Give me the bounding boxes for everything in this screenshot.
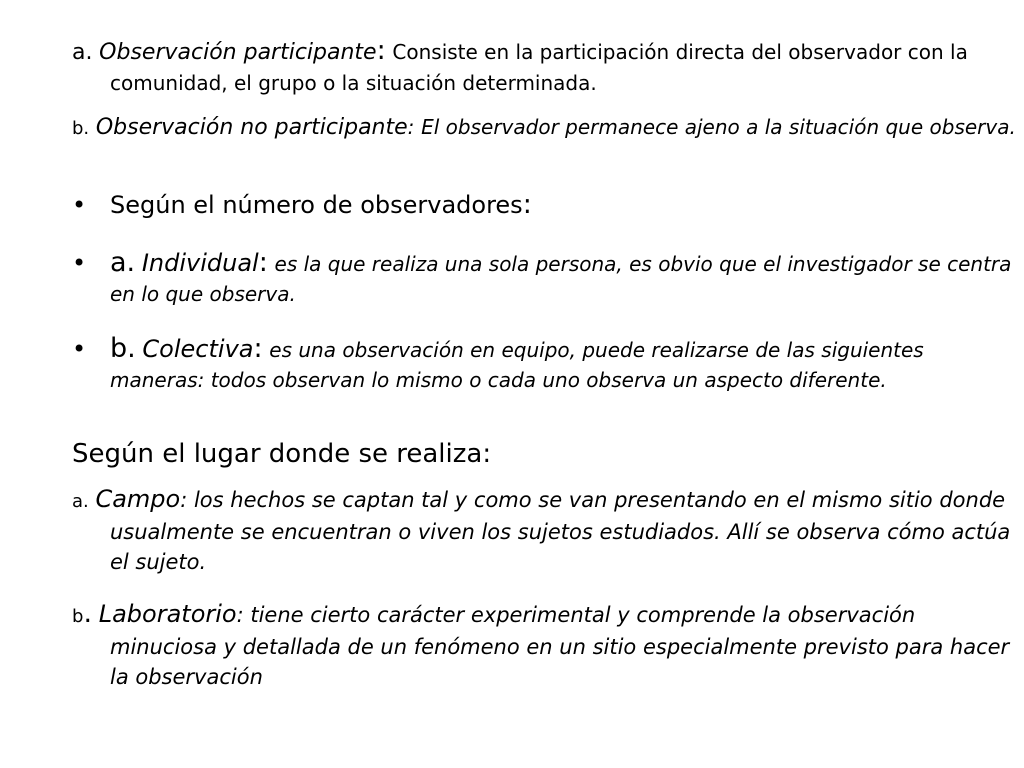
item-marker: b.	[72, 118, 90, 139]
item-text: El observador permanece ajeno a la situación que observa.	[421, 115, 1016, 139]
heading-text: Según el lugar donde se realiza:	[72, 439, 492, 469]
item-text: : los hechos se captan tal y como se van presentando en el mismo sitio donde usualmente se encuentran o viven los sujetos estudiados. Allí se observa cómo actúa el sujeto.	[110, 488, 1011, 574]
item-text: es la que realiza una sola persona, es obvio que el investigador se centra en lo que observa.	[110, 252, 1012, 306]
bullet-marker: •	[72, 335, 87, 363]
item-dot: .	[83, 598, 93, 629]
item-colon: :	[522, 189, 532, 220]
item-marker: b	[72, 606, 84, 627]
item-marker: a.	[72, 491, 89, 512]
bullet-numero-observadores	[72, 190, 1020, 221]
item-text: Consiste en la participación directa del observador con la comunidad, el grupo o la situación determinada.	[110, 40, 968, 95]
item-marker: b.	[110, 333, 136, 364]
bullet-marker: •	[72, 191, 87, 219]
item-marker: a.	[72, 40, 93, 65]
item-campo	[72, 484, 1020, 577]
bullet-colectiva	[72, 334, 1020, 395]
item-text: es una observación en equipo, puede realizarse de las siguientes maneras: todos observan lo mismo o cada uno observa un aspecto diferente.	[110, 338, 924, 392]
item-observacion-no-participante	[72, 112, 1020, 144]
item-term: Colectiva	[142, 335, 254, 363]
item-marker: a.	[110, 247, 136, 278]
item-colon: :	[258, 247, 268, 278]
item-observacion-participante	[72, 36, 1020, 98]
item-text: Según el número de observadores	[110, 191, 523, 219]
item-term: Individual	[141, 249, 259, 277]
heading-lugar	[72, 437, 982, 471]
item-colon: :	[253, 333, 263, 364]
item-laboratorio	[72, 599, 1020, 692]
item-term: Observación no participante	[95, 115, 408, 140]
item-text: : tiene cierto carácter experimental y comprende la observación minuciosa y detallada de un fenómeno en un sitio especialmente previsto para hacer la observación	[110, 603, 1010, 689]
item-colon: :	[376, 35, 386, 66]
bullet-individual	[72, 248, 1020, 309]
item-term: Laboratorio	[98, 600, 237, 628]
item-term: Observación participante	[99, 40, 377, 65]
item-term: Campo	[95, 485, 181, 513]
bullet-marker: •	[72, 249, 87, 277]
item-colon: :	[407, 115, 415, 139]
